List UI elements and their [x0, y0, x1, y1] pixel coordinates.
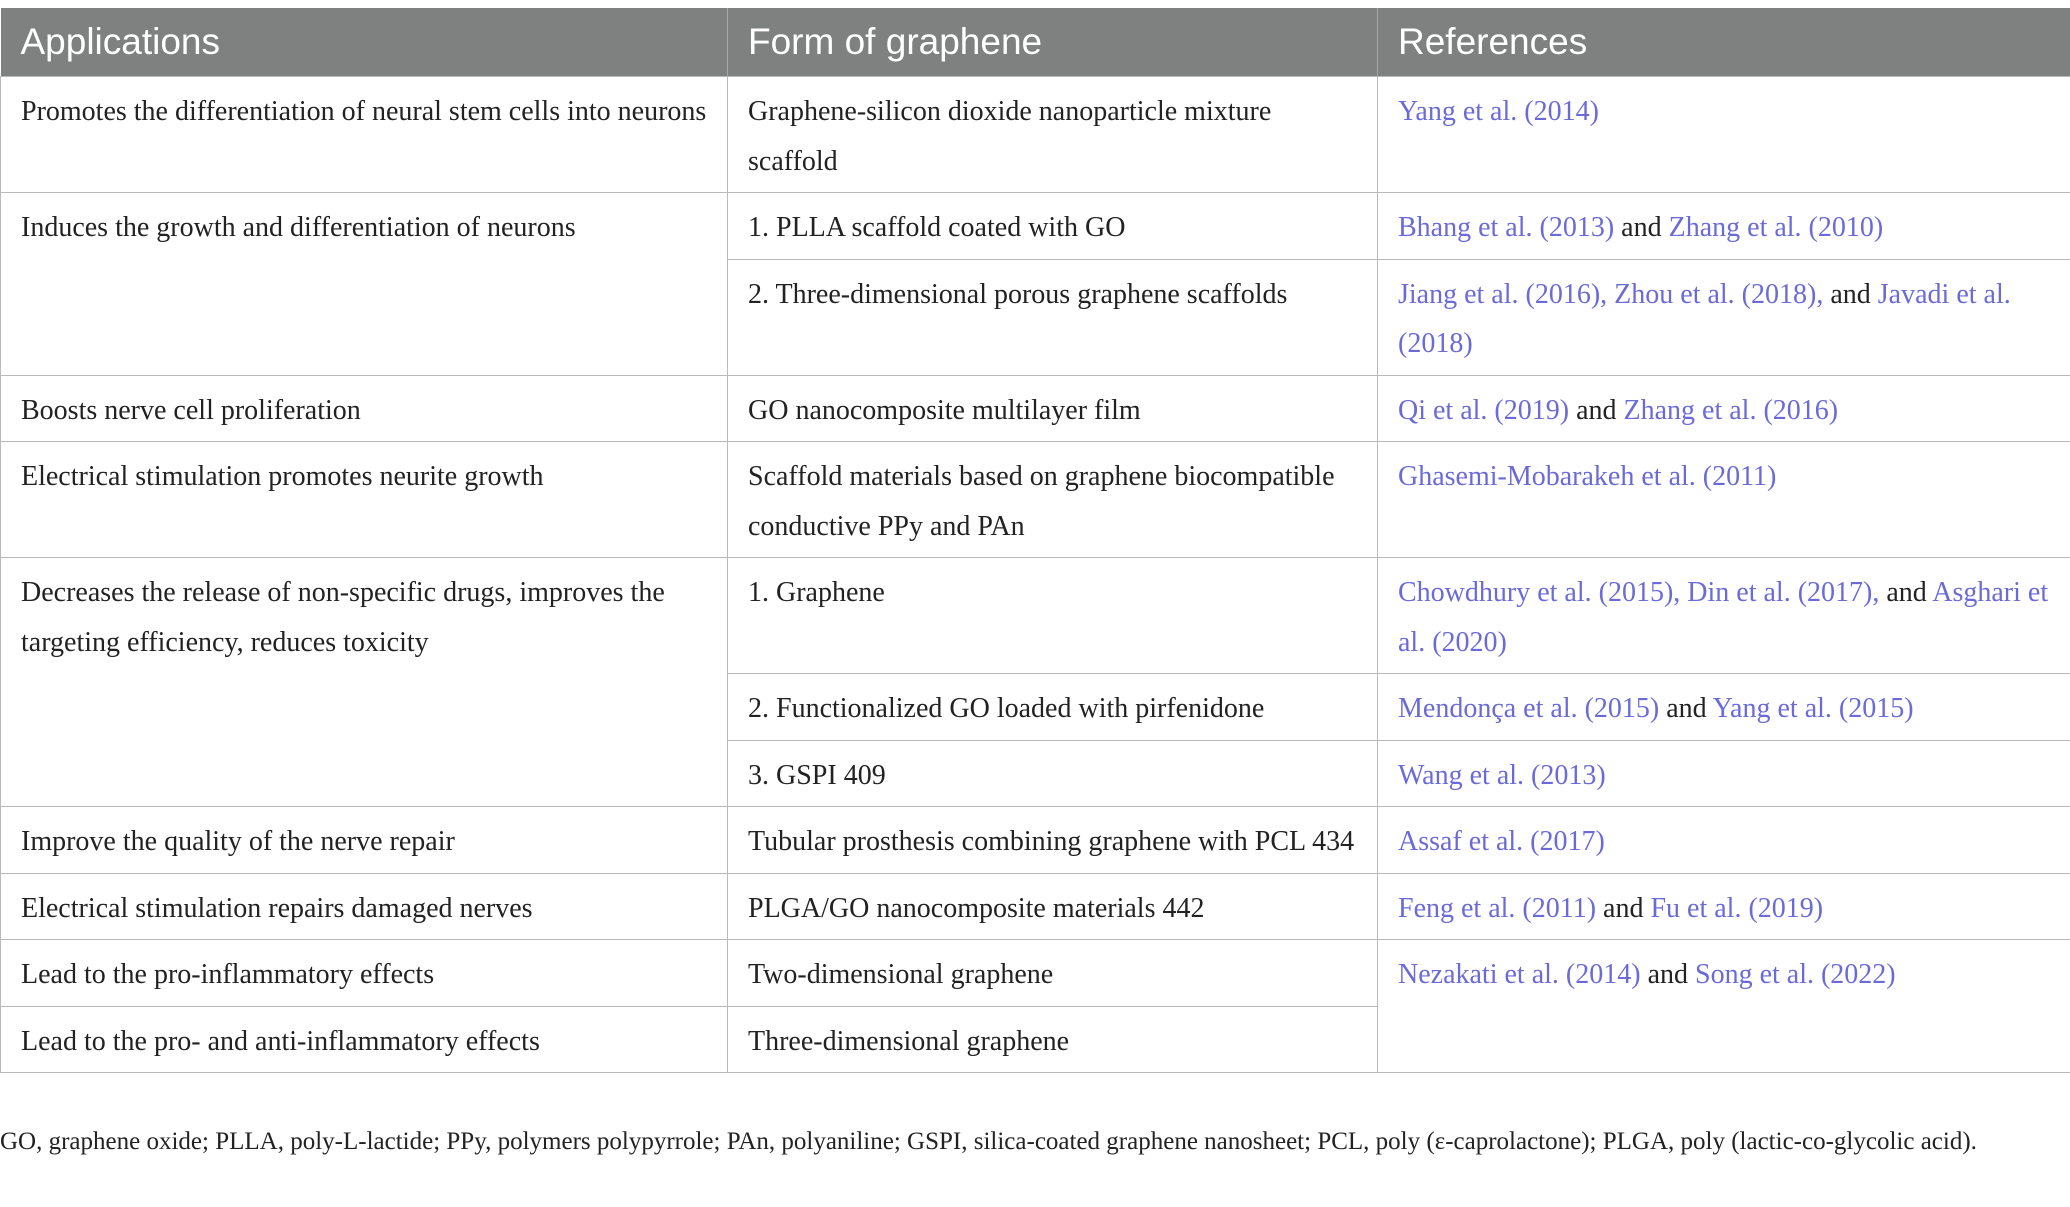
header-applications: Applications — [1, 8, 728, 77]
reference-link[interactable]: Mendonça et al. (2015) — [1398, 693, 1660, 724]
table-row — [1, 807, 2070, 874]
cell-references — [1378, 193, 2070, 260]
reference-link[interactable]: Song et al. (2022) — [1695, 959, 1896, 990]
cell-references — [1378, 558, 2070, 674]
cell-form-of-graphene: Scaffold materials based on graphene biocompatible conductive PPy and PAn — [728, 442, 1378, 558]
cell-references — [1378, 77, 2070, 193]
reference-link[interactable]: Assaf et al. (2017) — [1398, 826, 1605, 857]
reference-conjunction: and — [1879, 577, 1933, 608]
reference-link[interactable]: Nezakati et al. (2014) — [1398, 959, 1641, 990]
table-row — [1, 558, 2070, 674]
cell-form-of-graphene: 2. Functionalized GO loaded with pirfenidone — [728, 674, 1378, 741]
cell-references — [1378, 940, 2070, 1073]
cell-references — [1378, 674, 2070, 741]
reference-link[interactable]: Bhang et al. (2013) — [1398, 212, 1615, 243]
table-header-row — [1, 8, 2070, 77]
header-references: References — [1378, 8, 2070, 77]
cell-application: Electrical stimulation repairs damaged nerves — [1, 873, 728, 940]
reference-link[interactable]: Yang et al. (2014) — [1398, 96, 1599, 127]
reference-link[interactable]: Qi et al. (2019) — [1398, 394, 1570, 426]
reference-link[interactable]: Feng et al. (2011) — [1398, 892, 1597, 924]
cell-form-of-graphene: 1. PLLA scaffold coated with GO — [728, 193, 1378, 260]
cell-application: Induces the growth and differentiation of neurons — [1, 193, 728, 376]
table-row — [1, 193, 2070, 260]
table-row — [1, 442, 2070, 558]
cell-references — [1378, 442, 2070, 558]
reference-link[interactable]: Javadi et al. (2018) — [1398, 278, 2011, 359]
cell-application: Improve the quality of the nerve repair — [1, 807, 728, 874]
reference-link[interactable]: Chowdhury et al. (2015), Din et al. (2017), — [1398, 577, 1880, 608]
cell-references — [1378, 873, 2070, 940]
reference-link[interactable]: Asghari et al. (2020) — [1398, 577, 2049, 658]
reference-link[interactable]: Zhang et al. (2016) — [1623, 394, 1839, 426]
reference-link[interactable]: Jiang et al. (2016), Zhou et al. (2018), — [1398, 278, 1824, 310]
table-row — [1, 375, 2070, 442]
reference-link[interactable]: Fu et al. (2019) — [1650, 892, 1824, 924]
table-row — [1, 873, 2070, 940]
reference-conjunction: and — [1614, 212, 1669, 243]
cell-form-of-graphene: Two-dimensional graphene — [728, 940, 1378, 1007]
reference-conjunction: and — [1569, 394, 1624, 426]
graphene-applications-table — [0, 8, 2070, 1073]
header-form-of-graphene: Form of graphene — [728, 8, 1378, 77]
cell-form-of-graphene: GO nanocomposite multilayer film — [728, 375, 1378, 442]
reference-link[interactable]: Yang et al. (2015) — [1712, 693, 1914, 724]
cell-form-of-graphene: PLGA/GO nanocomposite materials 442 — [728, 873, 1378, 940]
table-footnote: GO, graphene oxide; PLLA, poly-L-lactide; PPy, polymers polypyrrole; PAn, polyaniline; GSPI, silica-coated graphene nanosheet; PCL, poly (ε-caprolactone); PLGA, poly (lactic-co-glycolic acid). — [0, 1128, 1977, 1155]
cell-references — [1378, 375, 2070, 442]
cell-application: Lead to the pro-inflammatory effects — [1, 940, 728, 1007]
cell-application: Promotes the differentiation of neural stem cells into neurons — [1, 77, 728, 193]
cell-application: Decreases the release of non-specific drugs, improves the targeting efficiency, reduces toxicity — [1, 558, 728, 807]
reference-conjunction: and — [1640, 959, 1695, 990]
cell-application: Boosts nerve cell proliferation — [1, 375, 728, 442]
cell-form-of-graphene: 1. Graphene — [728, 558, 1378, 674]
cell-form-of-graphene: 3. GSPI 409 — [728, 740, 1378, 807]
cell-application: Lead to the pro- and anti-inflammatory effects — [1, 1006, 728, 1073]
table-container — [0, 8, 2070, 1073]
reference-conjunction: and — [1596, 892, 1651, 924]
reference-conjunction: and — [1659, 693, 1713, 724]
cell-form-of-graphene: Graphene-silicon dioxide nanoparticle mixture scaffold — [728, 77, 1378, 193]
reference-link[interactable]: Zhang et al. (2010) — [1668, 212, 1884, 243]
table-row — [1, 940, 2070, 1007]
cell-references — [1378, 259, 2070, 375]
cell-form-of-graphene: Tubular prosthesis combining graphene with PCL 434 — [728, 807, 1378, 874]
cell-form-of-graphene: 2. Three-dimensional porous graphene scaffolds — [728, 259, 1378, 375]
cell-form-of-graphene: Three-dimensional graphene — [728, 1006, 1378, 1073]
table-row — [1, 77, 2070, 193]
reference-link[interactable]: Ghasemi-Mobarakeh et al. (2011) — [1398, 461, 1777, 492]
cell-references — [1378, 740, 2070, 807]
cell-application: Electrical stimulation promotes neurite growth — [1, 442, 728, 558]
reference-link[interactable]: Wang et al. (2013) — [1398, 759, 1606, 791]
cell-references — [1378, 807, 2070, 874]
reference-conjunction: and — [1823, 278, 1878, 310]
